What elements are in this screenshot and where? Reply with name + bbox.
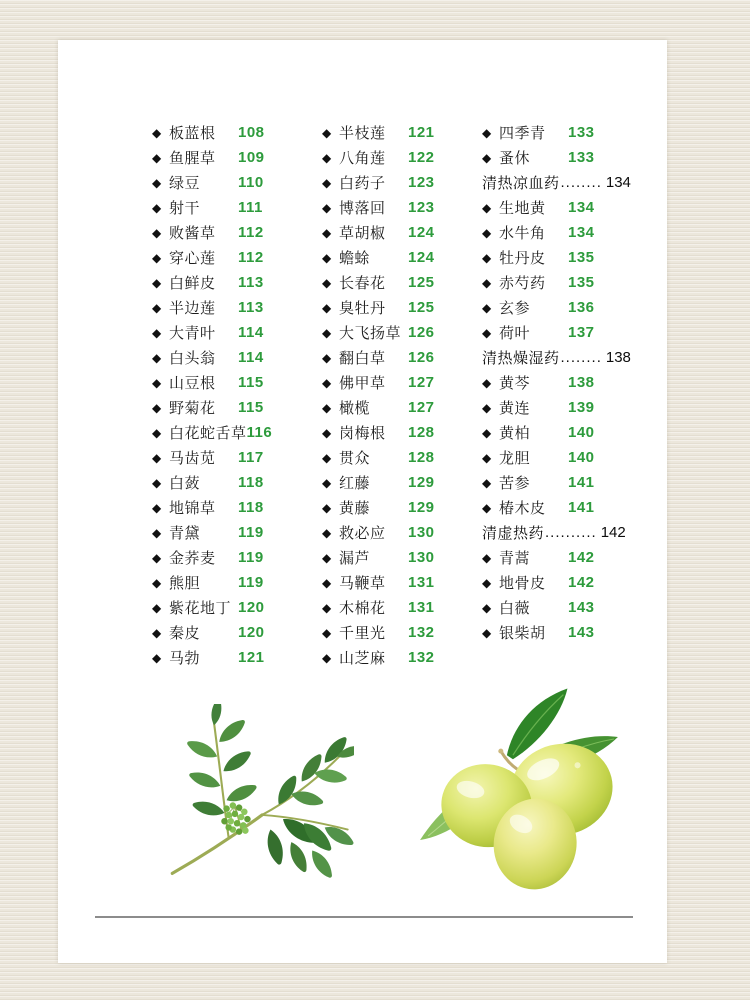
entry-name: 龙胆 bbox=[499, 450, 531, 467]
entry-name: 椿木皮 bbox=[499, 500, 546, 517]
entry-name: 金荞麦 bbox=[169, 550, 216, 567]
toc-entry bbox=[482, 545, 660, 570]
toc-entry bbox=[482, 145, 660, 170]
entry-name: 青蒿 bbox=[499, 550, 531, 567]
toc-entry bbox=[482, 495, 660, 520]
toc-entry bbox=[322, 570, 484, 595]
herb-branch-image bbox=[166, 704, 354, 882]
toc-column bbox=[152, 120, 314, 670]
entry-name: 八角莲 bbox=[339, 150, 386, 167]
diamond-bullet-icon: ◆ bbox=[322, 500, 332, 515]
diamond-bullet-icon: ◆ bbox=[322, 375, 332, 390]
diamond-bullet-icon: ◆ bbox=[482, 450, 492, 465]
diamond-bullet-icon: ◆ bbox=[322, 575, 332, 590]
toc-entry bbox=[152, 645, 314, 670]
entry-page-number: 137 bbox=[568, 324, 595, 341]
section-leader-dots: ........ bbox=[560, 174, 602, 191]
entry-name: 穿心莲 bbox=[169, 250, 216, 267]
diamond-bullet-icon: ◆ bbox=[322, 600, 332, 615]
entry-page-number: 132 bbox=[408, 649, 435, 666]
entry-page-number: 123 bbox=[408, 174, 435, 191]
diamond-bullet-icon: ◆ bbox=[322, 475, 332, 490]
entry-name: 黄藤 bbox=[339, 500, 371, 517]
toc-entry bbox=[152, 445, 314, 470]
entry-page-number: 134 bbox=[568, 224, 595, 241]
entry-page-number: 138 bbox=[568, 374, 595, 391]
entry-page-number: 124 bbox=[408, 249, 435, 266]
toc-entry bbox=[482, 470, 660, 495]
diamond-bullet-icon: ◆ bbox=[482, 475, 492, 490]
entry-page-number: 132 bbox=[408, 624, 435, 641]
toc-entry bbox=[322, 645, 484, 670]
entry-page-number: 136 bbox=[568, 299, 595, 316]
entry-page-number: 109 bbox=[238, 149, 265, 166]
toc-section-heading bbox=[482, 520, 660, 545]
diamond-bullet-icon: ◆ bbox=[482, 325, 492, 340]
toc-column bbox=[322, 120, 484, 670]
toc-entry bbox=[152, 570, 314, 595]
toc-entry bbox=[482, 420, 660, 445]
entry-name: 绿豆 bbox=[169, 175, 201, 192]
entry-page-number: 134 bbox=[568, 199, 595, 216]
olives-illustration bbox=[414, 682, 626, 894]
diamond-bullet-icon: ◆ bbox=[322, 225, 332, 240]
diamond-bullet-icon: ◆ bbox=[482, 425, 492, 440]
entry-name: 长春花 bbox=[339, 275, 386, 292]
entry-name: 佛甲草 bbox=[339, 375, 386, 392]
entry-page-number: 127 bbox=[408, 374, 435, 391]
toc-entry bbox=[482, 245, 660, 270]
footer-divider bbox=[95, 916, 633, 918]
section-leader-dots: .......... bbox=[545, 524, 597, 541]
diamond-bullet-icon: ◆ bbox=[322, 300, 332, 315]
diamond-bullet-icon: ◆ bbox=[482, 300, 492, 315]
entry-page-number: 143 bbox=[568, 624, 595, 641]
diamond-bullet-icon: ◆ bbox=[152, 425, 162, 440]
entry-page-number: 143 bbox=[568, 599, 595, 616]
entry-page-number: 118 bbox=[238, 474, 264, 491]
section-name: 清虚热药 bbox=[482, 525, 545, 542]
entry-page-number: 112 bbox=[238, 249, 264, 266]
entry-page-number: 119 bbox=[238, 549, 264, 566]
entry-page-number: 121 bbox=[238, 649, 265, 666]
toc-entry bbox=[482, 370, 660, 395]
entry-page-number: 131 bbox=[408, 599, 435, 616]
diamond-bullet-icon: ◆ bbox=[152, 200, 162, 215]
toc-entry bbox=[152, 145, 314, 170]
entry-name: 荷叶 bbox=[499, 325, 531, 342]
entry-name: 牡丹皮 bbox=[499, 250, 546, 267]
diamond-bullet-icon: ◆ bbox=[152, 150, 162, 165]
toc-entry bbox=[152, 345, 314, 370]
toc-entry bbox=[482, 595, 660, 620]
entry-name: 半枝莲 bbox=[339, 125, 386, 142]
toc-entry bbox=[152, 270, 314, 295]
diamond-bullet-icon: ◆ bbox=[482, 375, 492, 390]
diamond-bullet-icon: ◆ bbox=[322, 200, 332, 215]
entry-name: 草胡椒 bbox=[339, 225, 386, 242]
diamond-bullet-icon: ◆ bbox=[322, 650, 332, 665]
toc-entry bbox=[152, 395, 314, 420]
diamond-bullet-icon: ◆ bbox=[482, 550, 492, 565]
entry-page-number: 125 bbox=[408, 274, 435, 291]
toc-entry bbox=[152, 245, 314, 270]
section-name: 清热凉血药 bbox=[482, 175, 560, 192]
entry-name: 半边莲 bbox=[169, 300, 216, 317]
entry-name: 熊胆 bbox=[169, 575, 201, 592]
entry-name: 黄芩 bbox=[499, 375, 531, 392]
diamond-bullet-icon: ◆ bbox=[482, 200, 492, 215]
entry-name: 橄榄 bbox=[339, 400, 371, 417]
entry-name: 山豆根 bbox=[169, 375, 216, 392]
entry-name: 赤芍药 bbox=[499, 275, 546, 292]
entry-page-number: 114 bbox=[238, 349, 264, 366]
diamond-bullet-icon: ◆ bbox=[322, 350, 332, 365]
entry-page-number: 135 bbox=[568, 249, 595, 266]
toc-section-heading bbox=[482, 345, 660, 370]
toc-entry bbox=[322, 195, 484, 220]
entry-name: 漏芦 bbox=[339, 550, 371, 567]
diamond-bullet-icon: ◆ bbox=[322, 625, 332, 640]
toc-entry bbox=[152, 195, 314, 220]
toc-entry bbox=[322, 420, 484, 445]
olives-image bbox=[414, 682, 626, 894]
toc-entry bbox=[152, 470, 314, 495]
entry-name: 马鞭草 bbox=[339, 575, 386, 592]
entry-page-number: 128 bbox=[408, 449, 435, 466]
entry-name: 博落回 bbox=[339, 200, 386, 217]
diamond-bullet-icon: ◆ bbox=[152, 600, 162, 615]
diamond-bullet-icon: ◆ bbox=[482, 225, 492, 240]
entry-page-number: 113 bbox=[238, 274, 264, 291]
entry-name: 野菊花 bbox=[169, 400, 216, 417]
entry-page-number: 115 bbox=[238, 399, 264, 416]
toc-entry bbox=[322, 170, 484, 195]
entry-page-number: 130 bbox=[408, 549, 435, 566]
entry-name: 板蓝根 bbox=[169, 125, 216, 142]
entry-name: 生地黄 bbox=[499, 200, 546, 217]
entry-name: 秦皮 bbox=[169, 625, 201, 642]
toc-entry bbox=[322, 245, 484, 270]
diamond-bullet-icon: ◆ bbox=[322, 125, 332, 140]
berry-cluster bbox=[221, 802, 250, 835]
entry-page-number: 133 bbox=[568, 124, 595, 141]
diamond-bullet-icon: ◆ bbox=[152, 350, 162, 365]
entry-name: 臭牡丹 bbox=[339, 300, 386, 317]
toc-entry bbox=[322, 470, 484, 495]
diamond-bullet-icon: ◆ bbox=[482, 400, 492, 415]
entry-name: 白鲜皮 bbox=[169, 275, 216, 292]
entry-page-number: 121 bbox=[408, 124, 435, 141]
entry-page-number: 125 bbox=[408, 299, 435, 316]
entry-name: 地骨皮 bbox=[499, 575, 546, 592]
entry-name: 木棉花 bbox=[339, 600, 386, 617]
entry-name: 蚤休 bbox=[499, 150, 531, 167]
entry-name: 黄柏 bbox=[499, 425, 531, 442]
section-name: 清热燥湿药 bbox=[482, 350, 560, 367]
entry-page-number: 135 bbox=[568, 274, 595, 291]
toc-entry bbox=[322, 370, 484, 395]
toc-entry bbox=[322, 395, 484, 420]
entry-page-number: 111 bbox=[238, 199, 263, 216]
diamond-bullet-icon: ◆ bbox=[482, 575, 492, 590]
toc-entry bbox=[322, 545, 484, 570]
toc-entry bbox=[152, 295, 314, 320]
toc-entry bbox=[322, 595, 484, 620]
diamond-bullet-icon: ◆ bbox=[322, 550, 332, 565]
section-page-number: 142 bbox=[600, 524, 626, 541]
table-of-contents bbox=[58, 40, 667, 680]
toc-entry bbox=[322, 120, 484, 145]
toc-entry bbox=[152, 620, 314, 645]
diamond-bullet-icon: ◆ bbox=[482, 625, 492, 640]
diamond-bullet-icon: ◆ bbox=[322, 450, 332, 465]
entry-page-number: 114 bbox=[238, 324, 264, 341]
diamond-bullet-icon: ◆ bbox=[152, 275, 162, 290]
entry-page-number: 119 bbox=[238, 524, 264, 541]
olive-fruits bbox=[435, 733, 623, 894]
diamond-bullet-icon: ◆ bbox=[322, 325, 332, 340]
entry-page-number: 126 bbox=[408, 324, 435, 341]
entry-name: 白头翁 bbox=[169, 350, 216, 367]
toc-entry bbox=[482, 320, 660, 345]
entry-name: 大飞扬草 bbox=[339, 325, 402, 342]
section-page-number: 134 bbox=[605, 174, 631, 191]
entry-name: 贯众 bbox=[339, 450, 371, 467]
entry-name: 千里光 bbox=[339, 625, 386, 642]
entry-page-number: 117 bbox=[238, 449, 264, 466]
entry-page-number: 127 bbox=[408, 399, 435, 416]
toc-entry bbox=[322, 520, 484, 545]
entry-page-number: 142 bbox=[568, 549, 595, 566]
toc-entry bbox=[152, 170, 314, 195]
entry-page-number: 133 bbox=[568, 149, 595, 166]
entry-page-number: 122 bbox=[408, 149, 435, 166]
toc-column bbox=[482, 120, 660, 645]
toc-section-heading bbox=[482, 170, 660, 195]
toc-entry bbox=[322, 295, 484, 320]
toc-entry bbox=[482, 195, 660, 220]
diamond-bullet-icon: ◆ bbox=[152, 125, 162, 140]
entry-page-number: 129 bbox=[408, 499, 435, 516]
entry-page-number: 126 bbox=[408, 349, 435, 366]
diamond-bullet-icon: ◆ bbox=[322, 150, 332, 165]
diamond-bullet-icon: ◆ bbox=[482, 125, 492, 140]
entry-name: 四季青 bbox=[499, 125, 546, 142]
entry-page-number: 140 bbox=[568, 424, 595, 441]
diamond-bullet-icon: ◆ bbox=[152, 300, 162, 315]
entry-name: 白薇 bbox=[499, 600, 531, 617]
diamond-bullet-icon: ◆ bbox=[152, 375, 162, 390]
entry-page-number: 118 bbox=[238, 499, 264, 516]
toc-entry bbox=[152, 495, 314, 520]
entry-name: 水牛角 bbox=[499, 225, 546, 242]
toc-entry bbox=[482, 220, 660, 245]
herb-branch-illustration bbox=[166, 704, 354, 882]
section-leader-dots: ........ bbox=[560, 349, 602, 366]
entry-name: 射干 bbox=[169, 200, 201, 217]
toc-entry bbox=[322, 345, 484, 370]
diamond-bullet-icon: ◆ bbox=[152, 575, 162, 590]
entry-page-number: 119 bbox=[238, 574, 264, 591]
diamond-bullet-icon: ◆ bbox=[152, 450, 162, 465]
toc-entry bbox=[322, 220, 484, 245]
diamond-bullet-icon: ◆ bbox=[322, 275, 332, 290]
toc-entry bbox=[322, 145, 484, 170]
diamond-bullet-icon: ◆ bbox=[152, 625, 162, 640]
entry-page-number: 142 bbox=[568, 574, 595, 591]
book-page bbox=[58, 40, 667, 963]
toc-entry bbox=[152, 120, 314, 145]
toc-entry bbox=[322, 270, 484, 295]
toc-entry bbox=[322, 495, 484, 520]
entry-page-number: 116 bbox=[246, 424, 273, 441]
entry-name: 马齿苋 bbox=[169, 450, 216, 467]
diamond-bullet-icon: ◆ bbox=[322, 525, 332, 540]
diamond-bullet-icon: ◆ bbox=[152, 475, 162, 490]
entry-page-number: 129 bbox=[408, 474, 435, 491]
toc-entry bbox=[152, 370, 314, 395]
entry-page-number: 139 bbox=[568, 399, 595, 416]
entry-name: 山芝麻 bbox=[339, 650, 386, 667]
toc-entry bbox=[482, 620, 660, 645]
entry-page-number: 115 bbox=[238, 374, 264, 391]
toc-entry bbox=[152, 520, 314, 545]
section-page-number: 138 bbox=[605, 349, 631, 366]
entry-page-number: 112 bbox=[238, 224, 264, 241]
diamond-bullet-icon: ◆ bbox=[152, 400, 162, 415]
entry-page-number: 131 bbox=[408, 574, 435, 591]
diamond-bullet-icon: ◆ bbox=[482, 275, 492, 290]
diamond-bullet-icon: ◆ bbox=[152, 650, 162, 665]
diamond-bullet-icon: ◆ bbox=[152, 325, 162, 340]
diamond-bullet-icon: ◆ bbox=[482, 500, 492, 515]
entry-page-number: 108 bbox=[238, 124, 265, 141]
entry-page-number: 140 bbox=[568, 449, 595, 466]
toc-entry bbox=[322, 620, 484, 645]
toc-entry bbox=[152, 545, 314, 570]
entry-name: 苦参 bbox=[499, 475, 531, 492]
entry-name: 白药子 bbox=[339, 175, 386, 192]
entry-page-number: 110 bbox=[238, 174, 264, 191]
diamond-bullet-icon: ◆ bbox=[482, 250, 492, 265]
toc-entry bbox=[322, 320, 484, 345]
toc-entry bbox=[482, 120, 660, 145]
entry-name: 翻白草 bbox=[339, 350, 386, 367]
diamond-bullet-icon: ◆ bbox=[152, 500, 162, 515]
entry-name: 青黛 bbox=[169, 525, 201, 542]
diamond-bullet-icon: ◆ bbox=[152, 175, 162, 190]
entry-name: 紫花地丁 bbox=[169, 600, 232, 617]
toc-entry bbox=[482, 270, 660, 295]
entry-page-number: 128 bbox=[408, 424, 435, 441]
diamond-bullet-icon: ◆ bbox=[152, 550, 162, 565]
toc-entry bbox=[482, 570, 660, 595]
entry-page-number: 123 bbox=[408, 199, 435, 216]
toc-entry bbox=[482, 295, 660, 320]
entry-name: 玄参 bbox=[499, 300, 531, 317]
entry-page-number: 141 bbox=[568, 474, 595, 491]
entry-name: 大青叶 bbox=[169, 325, 216, 342]
entry-name: 救必应 bbox=[339, 525, 386, 542]
toc-entry bbox=[482, 395, 660, 420]
toc-entry bbox=[152, 220, 314, 245]
diamond-bullet-icon: ◆ bbox=[152, 250, 162, 265]
entry-page-number: 124 bbox=[408, 224, 435, 241]
toc-entry bbox=[152, 420, 314, 445]
entry-name: 马勃 bbox=[169, 650, 201, 667]
entry-name: 岗梅根 bbox=[339, 425, 386, 442]
entry-name: 白蔹 bbox=[169, 475, 201, 492]
entry-page-number: 120 bbox=[238, 624, 265, 641]
entry-name: 黄连 bbox=[499, 400, 531, 417]
diamond-bullet-icon: ◆ bbox=[322, 175, 332, 190]
toc-entry bbox=[322, 445, 484, 470]
leaves bbox=[185, 704, 354, 881]
diamond-bullet-icon: ◆ bbox=[482, 600, 492, 615]
diamond-bullet-icon: ◆ bbox=[152, 525, 162, 540]
entry-name: 红藤 bbox=[339, 475, 371, 492]
entry-name: 银柴胡 bbox=[499, 625, 546, 642]
entry-page-number: 130 bbox=[408, 524, 435, 541]
entry-name: 鱼腥草 bbox=[169, 150, 216, 167]
toc-entry bbox=[482, 445, 660, 470]
entry-page-number: 120 bbox=[238, 599, 265, 616]
entry-page-number: 141 bbox=[568, 499, 595, 516]
entry-name: 蟾蜍 bbox=[339, 250, 371, 267]
diamond-bullet-icon: ◆ bbox=[482, 150, 492, 165]
toc-entry bbox=[152, 595, 314, 620]
entry-name: 败酱草 bbox=[169, 225, 216, 242]
entry-page-number: 113 bbox=[238, 299, 264, 316]
diamond-bullet-icon: ◆ bbox=[152, 225, 162, 240]
diamond-bullet-icon: ◆ bbox=[322, 400, 332, 415]
entry-name: 地锦草 bbox=[169, 500, 216, 517]
entry-name: 白花蛇舌草 bbox=[169, 425, 247, 442]
diamond-bullet-icon: ◆ bbox=[322, 425, 332, 440]
diamond-bullet-icon: ◆ bbox=[322, 250, 332, 265]
toc-entry bbox=[152, 320, 314, 345]
